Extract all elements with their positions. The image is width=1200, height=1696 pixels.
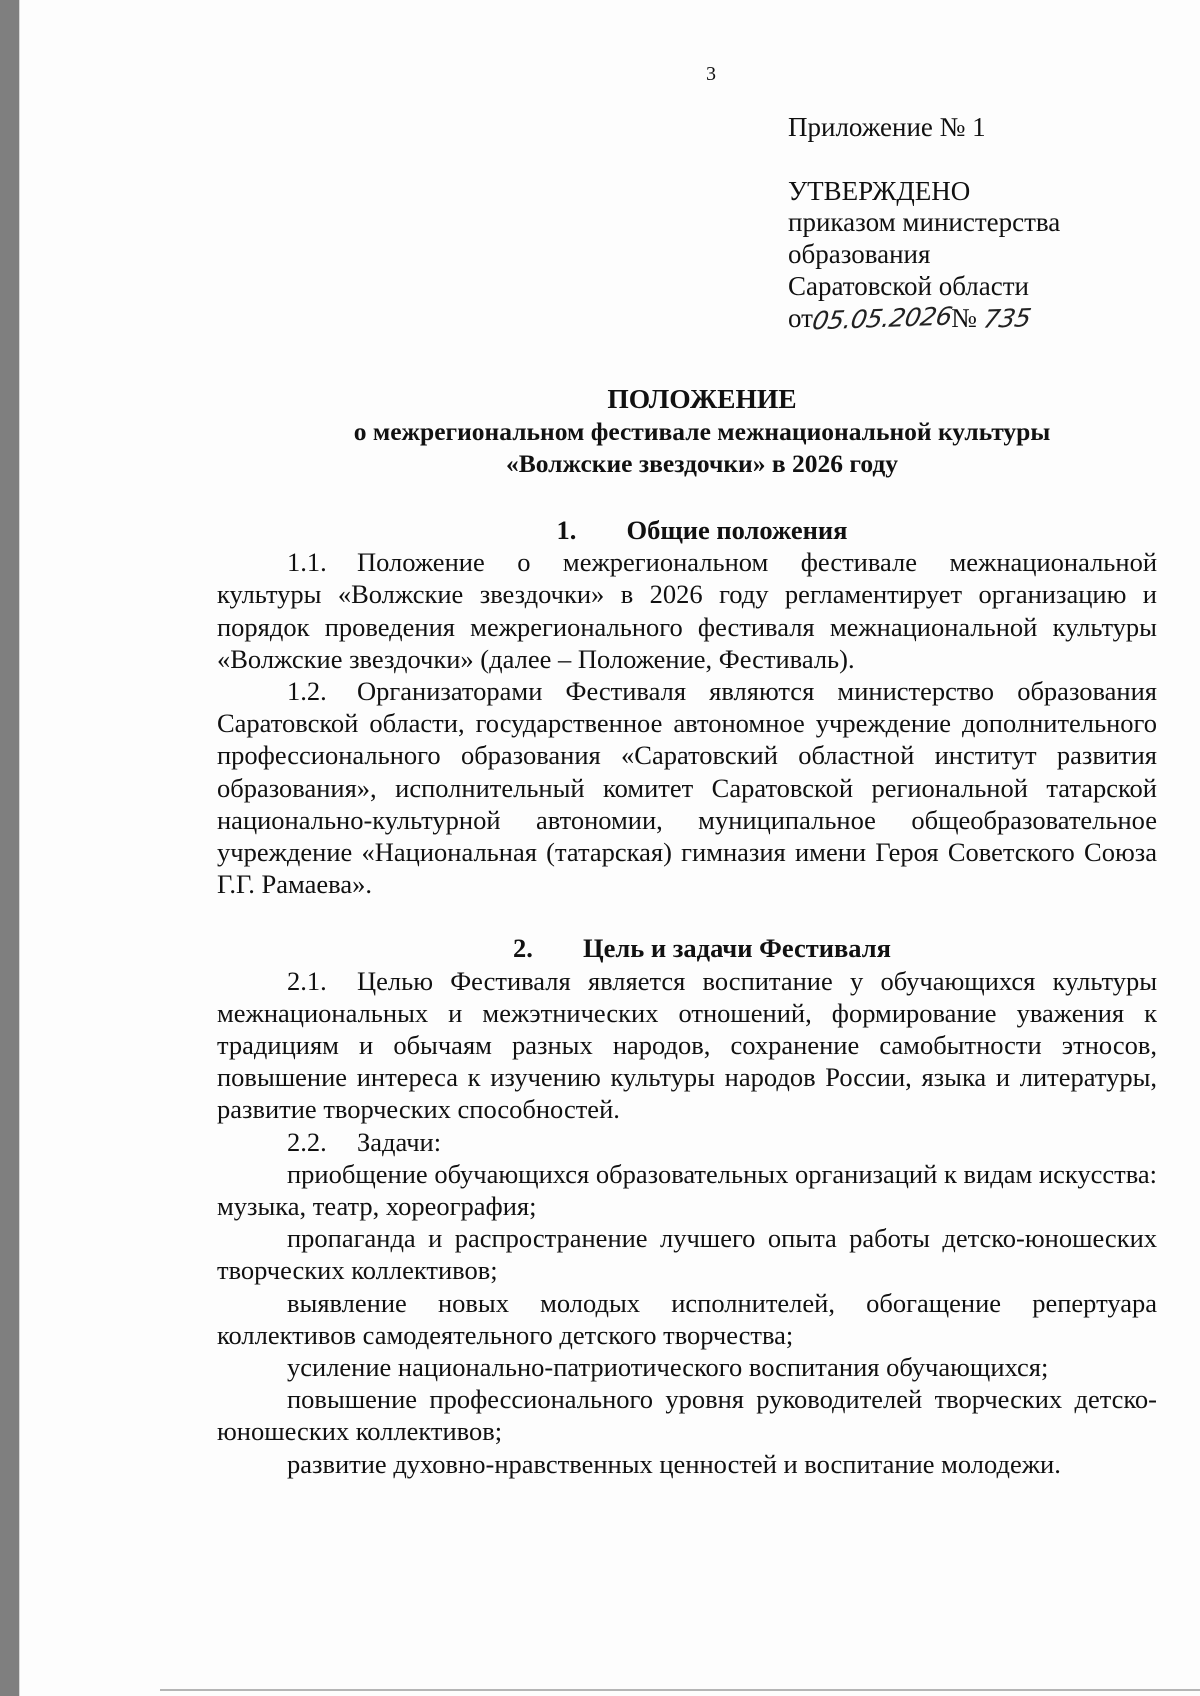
paragraph-text: Положение о межрегиональном фестивале межнациональной культуры «Волжские звездочки» в 2026 году регламентирует организацию и порядок проведения межрегионального фестиваля межнациональной культуры «Волжские звездочки» (далее – Положение, Фестиваль). [217,547,1157,674]
document-body [217,514,1157,1480]
section-gap [217,900,1157,932]
tasks-list [217,1158,1157,1480]
approved-label: УТВЕРЖДЕНО [788,175,971,206]
handwritten-date: 05.05.2026 [809,301,955,335]
section-heading-1 [217,514,1157,546]
paragraph-text: Организаторами Фестиваля являются министерство образования Саратовской области, государственное автономное учреждение дополнительного профессионального образования «Саратовский областной институт развития образования», исполнительный комитет Саратовской региональной татарской национально-культурной автономии, муниципальное общеобразовательное учреждение «Национальная (татарская) гимназия имени Героя Советского Союза Г.Г. Рамаева». [217,676,1157,900]
title-subtitle-2: «Волжские звездочки» в 2026 году [505,449,899,478]
annex-label: Приложение № 1 [788,112,986,142]
approval-line-1: приказом министерства [788,207,1061,238]
paragraph-1-1 [217,546,1157,675]
from-prefix: от [788,302,813,333]
handwritten-order-number: 735 [980,302,1033,334]
section-title-1: Общие положения [626,515,848,545]
order-date-number-line [788,303,1168,335]
paragraph-number: 2.2. [287,1126,327,1157]
document-title [217,382,1157,480]
paragraph-number: 1.2. [287,676,327,707]
section-title-2: Цель и задачи Фестиваля [583,933,891,964]
section-heading-2 [217,932,1157,964]
number-prefix: № [951,302,977,333]
paragraph-number: 2.1. [287,965,327,996]
section-number-1: 1. [556,515,577,545]
section-number-2: 2. [513,933,533,964]
paragraph-2-1 [217,965,1157,1126]
document-page [19,0,1200,1696]
title-main: ПОЛОЖЕНИЕ [607,383,797,414]
paragraph-text: Целью Фестиваля является воспитание у обучающихся культуры межнациональных и межэтнических отношений, формирование уважения к традициям и обычаям разных народов, сохранение самобытности этносов, повышение интереса к изучению культуры народов России, языка и литературы, развитие творческих способностей. [217,965,1157,1125]
list-item: выявление новых молодых исполнителей, обогащение репертуара коллективов самодеятельного детского творчества; [217,1287,1157,1350]
list-item: развитие духовно-нравственных ценностей и воспитание молодежи. [287,1448,1061,1479]
title-subtitle-1: о межрегиональном фестивале межнациональной культуры [353,417,1051,446]
paragraph-text: Задачи: [357,1126,442,1157]
list-item: усиление национально-патриотического воспитания обучающихся; [287,1352,1049,1383]
list-item: приобщение обучающихся образовательных организаций к видам искусства: музыка, театр, хореография; [217,1158,1157,1222]
approval-stamp-block [788,112,1168,334]
paragraph-2-2 [217,1126,1157,1158]
page-number: 3 [706,63,716,85]
list-item: повышение профессионального уровня руководителей творческих детско-юношеских коллективов; [217,1384,1157,1447]
approval-line-2: образования [788,239,931,270]
page-bottom-edge [160,1689,1200,1691]
paragraph-1-2 [217,675,1157,900]
paragraph-number: 1.1. [287,547,327,578]
list-item: пропаганда и распространение лучшего опыта работы детско-юношеских творческих коллективов; [217,1223,1157,1286]
approval-line-3: Саратовской области [788,270,1029,301]
